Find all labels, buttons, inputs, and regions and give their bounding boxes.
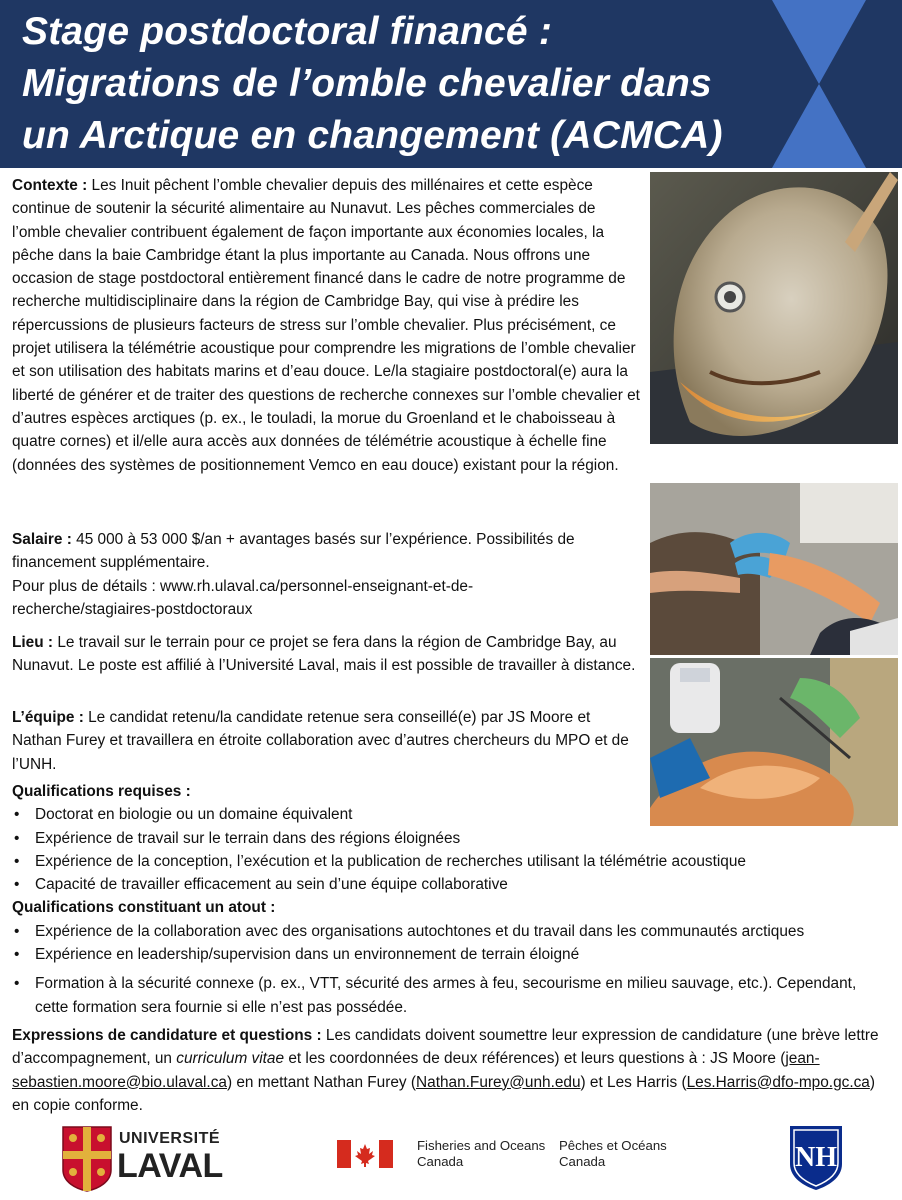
unh-logo-icon (788, 1124, 844, 1192)
email-link-moore[interactable]: jean-sebastien.moore@bio.ulaval.ca (12, 1050, 820, 1091)
application-text-5: ) en copie conforme. (12, 1073, 875, 1114)
required-qualifications-list (12, 803, 882, 896)
laval-shield-icon (62, 1126, 112, 1192)
unh-logo-letters: NH (795, 1142, 837, 1173)
hourglass-decoration (770, 0, 902, 168)
team-label: L’équipe : (12, 709, 84, 726)
title-line-2: Migrations de l’omble chevalier dans (22, 62, 712, 105)
email-link-harris[interactable]: Les.Harris@dfo-mpo.gc.ca (686, 1073, 870, 1091)
application-text-3: ) en mettant Nathan Furey ( (226, 1073, 417, 1091)
photo-arctic-char-head (650, 172, 898, 444)
title-line-3: un Arctique en changement (ACMCA) (22, 114, 723, 157)
context-label: Contexte : (12, 177, 88, 194)
list-item: • Expérience de travail sur le terrain dans des régions éloignées (12, 827, 882, 850)
universite-laval-logo (62, 1126, 222, 1192)
header-banner (0, 0, 902, 168)
application-label: Expressions de candidature et questions : (12, 1027, 322, 1044)
laval-logo-text-1: UNIVERSITÉ (119, 1130, 221, 1147)
photo-surgery-hands (650, 483, 898, 655)
application-section (12, 1024, 892, 1117)
salary-details-line-2: recherche/stagiaires-postdoctoraux (12, 600, 253, 618)
canada-flag-icon (337, 1140, 393, 1168)
cv-text: curriculum vitae (176, 1050, 285, 1068)
laval-logo-text-2: LAVAL (117, 1147, 223, 1185)
list-item: • Expérience de la collaboration avec des organisations autochtones et du travail dans les communautés arctiques (12, 920, 882, 943)
context-section (12, 174, 644, 477)
team-text: Le candidat retenu/la candidate retenue sera conseillé(e) par JS Moore et Nathan Furey et travaillera en étroite collaboration avec d’autres chercheurs du MPO et de l’UNH. (12, 709, 629, 773)
application-text-2: et les coordonnées de deux références) et leurs questions à : JS Moore ( (284, 1050, 786, 1068)
salary-section (12, 528, 644, 621)
dfo-french-line-1: Pêches et Océans (559, 1138, 667, 1153)
salary-details-line-1: Pour plus de détails : www.rh.ulaval.ca/personnel-enseignant-et-de- (12, 577, 474, 595)
salary-label: Salaire : (12, 531, 72, 548)
list-item: • Expérience en leadership/supervision dans un environnement de terrain éloigné (12, 943, 882, 966)
context-text: Les Inuit pêchent l’omble chevalier depuis des millénaires et cette espèce continue de soutenir la sécurité alimentaire au Nunavut. Les pêches commerciales de l’omble chevalier contribuent également de façon importante aux économies locales, la pêche dans la baie Cambridge étant la plus importante au Canada. Nous offrons une occasion de stage postdoctoral entièrement financé dans le cadre de notre programme de recherche multidisciplinaire dans la région de Cambridge Bay, qui vise à prédire les répercussions de plusieurs facteurs de stress sur l’omble chevalier. Plus précisément, ce projet utilisera la télémétrie acoustique pour comprendre les migrations de l’omble chevalier et son utilisation des habitats marins et d’eau douce. Le/la stagiaire postdoctoral(e) aura la liberté de générer et de traiter des questions de recherche connexes sur l’omble chevalier et d’autres espèces arctiques (p. ex., le touladi, la morue du Groenland et le chaboisseau à quatre cornes) et il/elle aura accès aux données de télémétrie acoustique à échelle fine (données des systèmes de positionnement Vemco en eau douce) existant pour la région. (12, 177, 640, 474)
qualifications-section (12, 780, 882, 1019)
page-title (22, 6, 792, 162)
team-section (12, 706, 644, 776)
salary-text: 45 000 à 53 000 $/an + avantages basés sur l’expérience. Possibilités de financement supplémentaire. (12, 531, 575, 572)
required-qualifications-title: Qualifications requises : (12, 783, 191, 800)
location-label: Lieu : (12, 634, 54, 651)
dfo-french-line-2: Canada (559, 1154, 606, 1169)
list-item: • Doctorat en biologie ou un domaine équivalent (12, 803, 882, 826)
list-item: • Formation à la sécurité connexe (p. ex., VTT, sécurité des armes à feu, secourisme en milieu sauvage, etc.). Cependant, cette formation sera fournie si elle n’est pas possédée. (12, 972, 882, 1019)
dfo-english-line-1: Fisheries and Oceans (417, 1138, 546, 1153)
application-text-4: ) et Les Harris ( (580, 1073, 687, 1091)
asset-qualifications-list (12, 920, 882, 1019)
list-item: • Capacité de travailler efficacement au sein d’une équipe collaborative (12, 873, 882, 896)
location-text: Le travail sur le terrain pour ce projet se fera dans la région de Cambridge Bay, au Nunavut. Le poste est affilié à l’Université Laval, mais il est possible de travailler à distance. (12, 634, 636, 675)
asset-qualifications-title: Qualifications constituant un atout : (12, 899, 276, 917)
location-section (12, 631, 644, 678)
list-item: • Expérience de la conception, l’exécution et la publication de recherches utilisant la télémétrie acoustique (12, 850, 882, 873)
title-line-1: Stage postdoctoral financé : (22, 10, 553, 53)
fisheries-oceans-canada-logo (337, 1136, 697, 1176)
application-text-1: Les candidats doivent soumettre leur expression de candidature (une brève lettre d’accompagnement, un (12, 1027, 879, 1068)
dfo-english-line-2: Canada (417, 1154, 464, 1169)
email-link-furey[interactable]: Nathan.Furey@unh.edu (416, 1073, 581, 1091)
